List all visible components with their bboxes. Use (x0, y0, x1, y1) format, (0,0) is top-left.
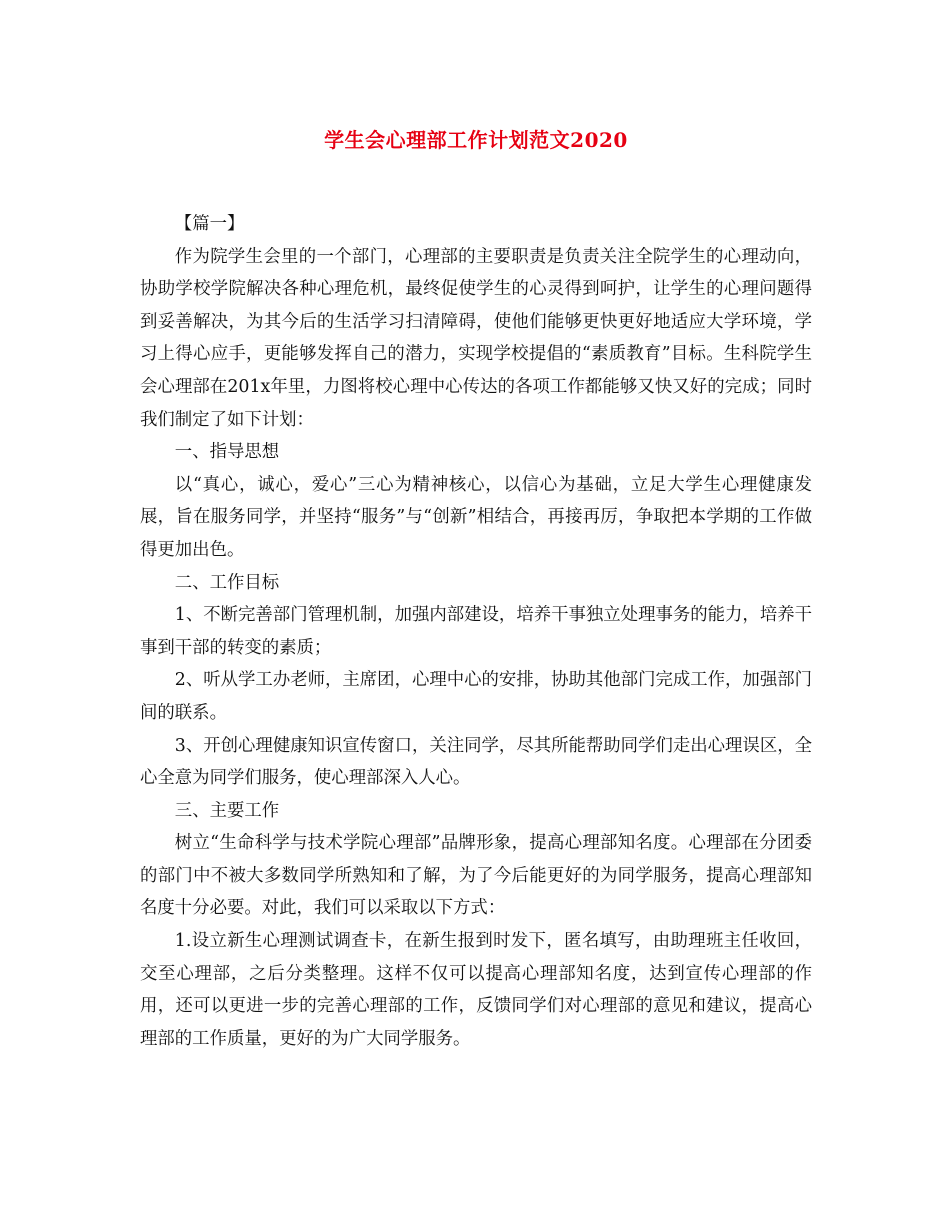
document-title: 学生会心理部工作计划范文2020 (324, 128, 628, 152)
work-goal-item-3: 3、开创心理健康知识宣传窗口，关注同学，尽其所能帮助同学们走出心理误区，全心全意为同学们服务，使心理部深入人心。 (140, 735, 812, 789)
work-goal-item-2: 2、听从学工办老师，主席团，心理中心的安排，协助其他部门完成工作，加强部门间的联系。 (140, 670, 812, 723)
work-goal-item-1: 1、不断完善部门管理机制，加强内部建设，培养干事独立处理事务的能力，培养干事到干部的转变的素质； (140, 605, 812, 658)
section-label-part-one: 【篇一】 (174, 214, 245, 234)
main-work-paragraph: 树立“生命科学与技术学院心理部”品牌形象，提高心理部知名度。心理部在分团委的部门中不被大多数同学所熟知和了解，为了今后能更好的为同学服务，提高心理部知名度十分必要。对此，我们可以采取以下方式： (140, 833, 812, 919)
main-work-item-1: 1.设立新生心理测试调查卡，在新生报到时发下，匿名填写，由助理班主任收回，交至心理部，之后分类整理。这样不仅可以提高心理部知名度，达到宣传心理部的作用，还可以更进一步的完善心理部的工作，反馈同学们对心理部的意见和建议，提高心理部的工作质量，更好的为广大同学服务。 (140, 931, 812, 1049)
document-body (140, 208, 812, 1055)
section-heading-guiding-thought: 一、指导思想 (174, 442, 280, 463)
intro-paragraph: 作为院学生会里的一个部门，心理部的主要职责是负责关注全院学生的心理动向，协助学校学院解决各种心理危机，最终促使学生的心灵得到呵护，让学生的心理问题得到妥善解决，为其今后的生活学习扫清障碍，使他们能够更快更好地适应大学环境，学习上得心应手，更能够发挥自己的潜力，实现学校提倡的“素质教育”目标。生科院学生会心理部在201x年里，力图将校心理中心传达的各项工作都能够又快又好的完成；同时我们制定了如下计划： (140, 246, 812, 430)
guiding-thought-paragraph: 以“真心，诚心，爱心”三心为精神核心，以信心为基础，立足大学生心理健康发展，旨在服务同学，并坚持“服务”与“创新”相结合，再接再厉，争取把本学期的工作做得更加出色。 (140, 474, 812, 560)
section-heading-main-work: 三、主要工作 (174, 800, 280, 821)
section-heading-work-goals: 二、工作目标 (174, 572, 280, 593)
